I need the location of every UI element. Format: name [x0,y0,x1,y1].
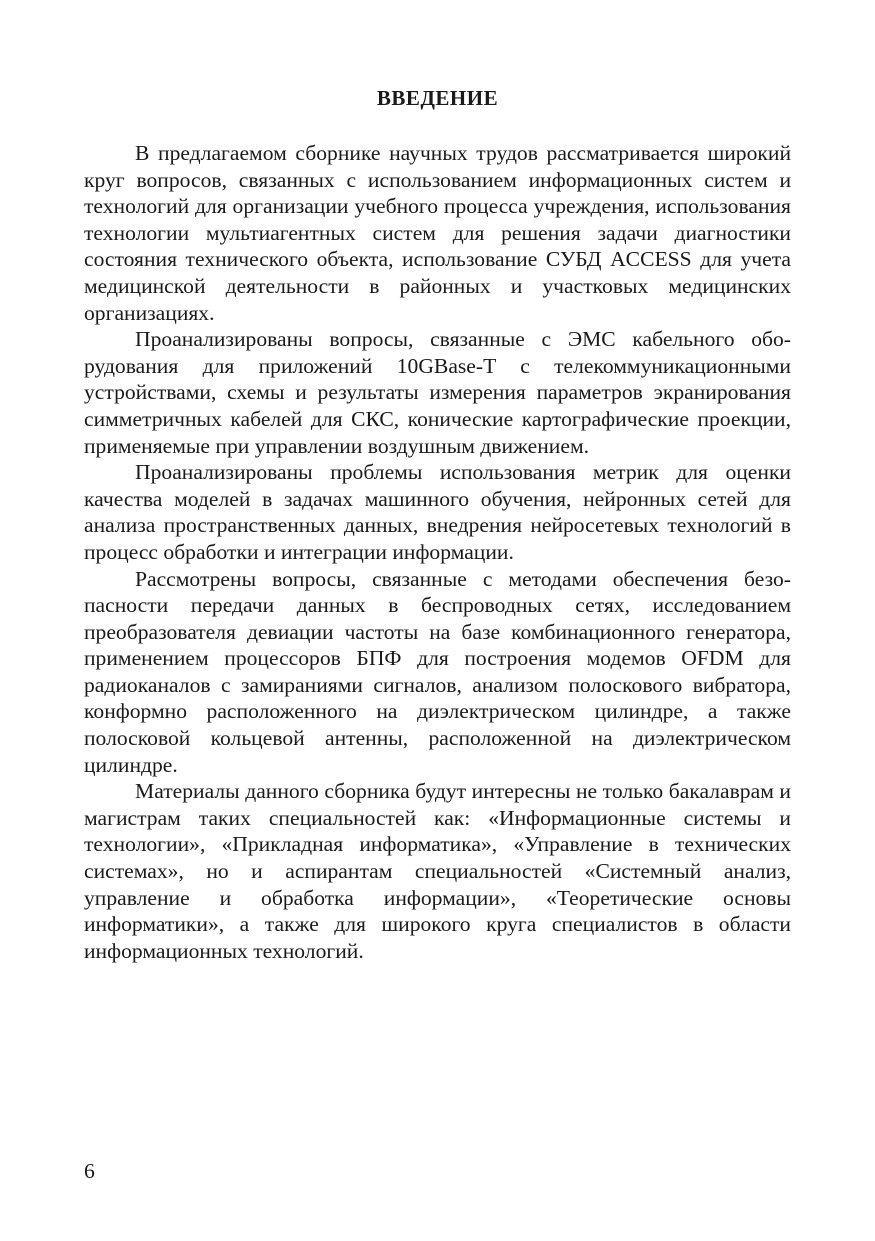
page-title: ВВЕДЕНИЕ [376,86,499,110]
paragraph-2: Проанализированы вопросы, связанные с ЭМС кабельного оборудования для приложений 10GBase-T с телекоммуникационными устройствами, схемы и результаты измерения параметров экранирования симметричных кабелей для СКС, конические картографические проекции, применяемые при управлении воздушным движением. [84,327,791,458]
paragraph-4: Рассмотрены вопросы, связанные с методами обеспечения безопасности передачи данных в беспроводных сетях, исследованием преобразователя девиации частоты на базе комбинационного генератора, применением процессоров БПФ для построения модемов OFDM для радиоканалов с замираниями сигналов, анализом полоскового вибратора, конформно расположенного на диэлектрическом цилиндре, а также полосковой кольцевой антенны, расположенной на диэлектрическом цилиндре. [84,566,791,777]
paragraph-3: Проанализированы проблемы использования метрик для оценки качества моделей в задачах машинного обучения, нейронных сетей для анализа пространственных данных, внедрения нейросетевых технологий в процесс обработки и интеграции информации. [84,460,791,564]
page-number: 6 [84,1159,95,1183]
body-text [84,140,791,964]
paragraph-5: Материалы данного сборника будут интересны не только бакалаврам и магистрам таких специальностей как: «Информационные системы и технологии», «Прикладная информатика», «Управление в технических системах», но и аспирантам специальностей «Системный анализ, управление и обработка информации», «Теоретические основы информатики», а также для широкого круга специалистов в области информационных технологий. [84,779,791,963]
paragraph-1: В предлагаемом сборнике научных трудов рассматривается широкий круг вопросов, связанных с использованием информационных систем и технологий для организации учебного процесса учреждения, использования технологии мультиагентных систем для решения задачи диагностики состояния технического объекта, использование СУБД ACCESS для учета медицинской деятельности в районных и участковых медицинских организациях. [84,141,791,325]
